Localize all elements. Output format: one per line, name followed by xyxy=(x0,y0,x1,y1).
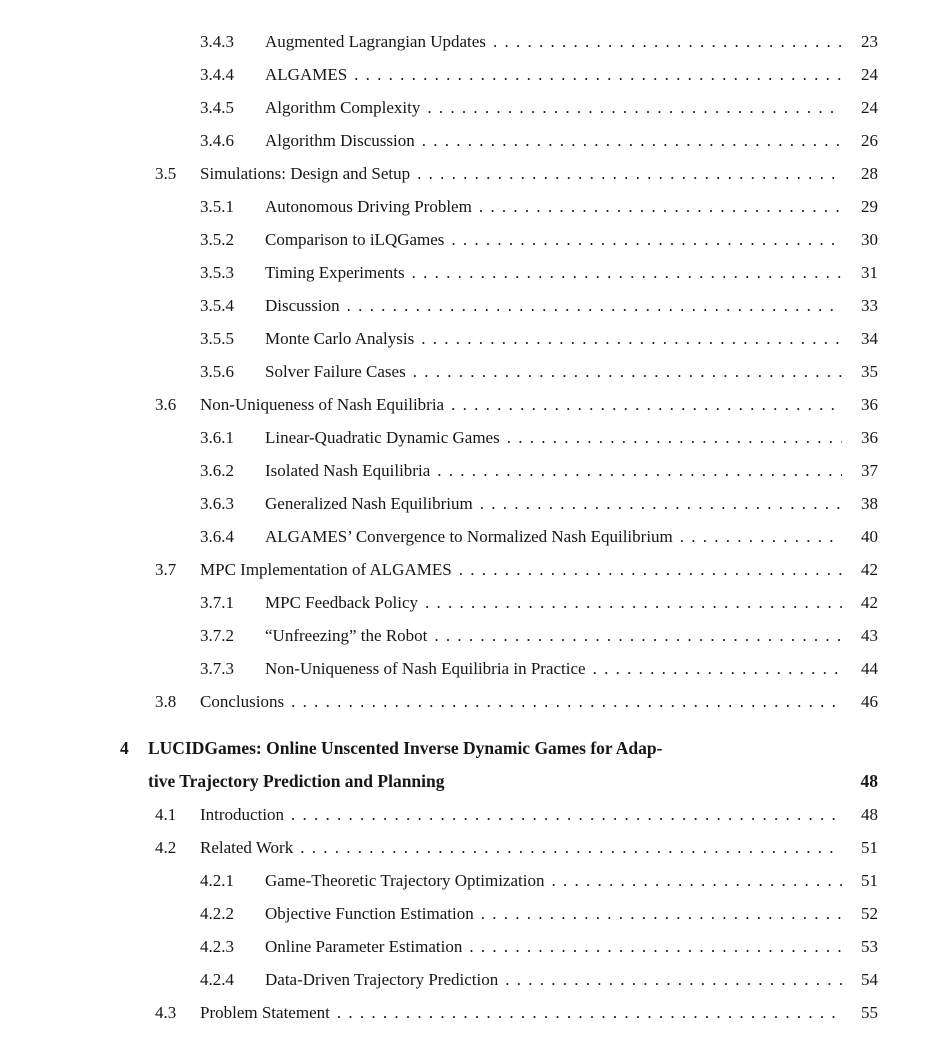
entry-page: 44 xyxy=(861,659,878,678)
entry-title: “Unfreezing” the Robot xyxy=(265,626,428,645)
entry-title: Non-Uniqueness of Nash Equilibria xyxy=(200,395,445,414)
entry-page: 23 xyxy=(861,32,878,51)
entry-number: 3.5.1 xyxy=(200,197,234,216)
entry-title: Linear-Quadratic Dynamic Games xyxy=(265,428,500,447)
entry-title: Algorithm Complexity xyxy=(265,98,421,117)
entry-number: 4.1 xyxy=(155,805,177,824)
dot-leader xyxy=(422,124,842,157)
toc-entry xyxy=(200,58,878,91)
toc-entry xyxy=(155,388,878,421)
entry-number: 4.2 xyxy=(155,838,177,857)
toc-entry xyxy=(155,996,878,1029)
entry-title: Online Parameter Estimation xyxy=(265,937,463,956)
dot-leader xyxy=(507,421,842,454)
toc-entry xyxy=(200,487,878,520)
dot-leader xyxy=(291,685,842,718)
entry-number: 3.6.4 xyxy=(200,527,234,546)
dot-leader xyxy=(354,58,842,91)
entry-title: MPC Feedback Policy xyxy=(265,593,418,612)
toc-entry xyxy=(200,322,878,355)
entry-number: 4.2.2 xyxy=(200,904,234,923)
entry-page: 30 xyxy=(861,230,878,249)
entry-page: 29 xyxy=(861,197,878,216)
entry-page: 40 xyxy=(861,527,878,546)
entry-number: 3.5 xyxy=(155,164,177,183)
dot-leader xyxy=(479,190,842,223)
dot-leader xyxy=(551,864,842,897)
entry-page: 31 xyxy=(861,263,878,282)
dot-leader xyxy=(434,619,842,652)
toc-entry xyxy=(200,652,878,685)
entry-page: 46 xyxy=(861,692,878,711)
toc-entry xyxy=(155,553,878,586)
entry-page: 36 xyxy=(861,395,878,414)
entry-number: 4.2.1 xyxy=(200,871,234,890)
entry-number: 4.2.4 xyxy=(200,970,234,989)
entry-title: Generalized Nash Equilibrium xyxy=(265,494,473,513)
entry-number: 4.2.3 xyxy=(200,937,234,956)
entry-page: 24 xyxy=(861,65,878,84)
entry-title: Algorithm Discussion xyxy=(265,131,415,150)
entry-page: 52 xyxy=(861,904,878,923)
entry-number: 4 xyxy=(120,738,129,758)
entry-page: 33 xyxy=(861,296,878,315)
toc-entry xyxy=(200,256,878,289)
toc-entry xyxy=(200,930,878,963)
toc-list xyxy=(120,25,878,1029)
entry-number: 3.8 xyxy=(155,692,177,711)
entry-number: 3.4.5 xyxy=(200,98,234,117)
entry-page: 51 xyxy=(861,871,878,890)
dot-leader xyxy=(680,520,842,553)
entry-title: Monte Carlo Analysis xyxy=(265,329,415,348)
entry-title: Timing Experiments xyxy=(265,263,405,282)
dot-leader xyxy=(347,289,842,322)
entry-title: Related Work xyxy=(200,838,294,857)
entry-title: Discussion xyxy=(265,296,340,315)
entry-number: 3.5.3 xyxy=(200,263,234,282)
entry-title: tive Trajectory Prediction and Planning xyxy=(148,771,445,791)
entry-title: Game-Theoretic Trajectory Optimization xyxy=(265,871,545,890)
toc-entry xyxy=(200,586,878,619)
toc-entry xyxy=(200,520,878,553)
toc-entry xyxy=(200,897,878,930)
entry-title: ALGAMES’ Convergence to Normalized Nash Equilibrium xyxy=(265,527,673,546)
entry-page: 48 xyxy=(860,771,878,791)
entry-page: 38 xyxy=(861,494,878,513)
entry-title: Objective Function Estimation xyxy=(265,904,474,923)
dot-leader xyxy=(481,897,842,930)
dot-leader xyxy=(451,388,842,421)
entry-page: 48 xyxy=(861,805,878,824)
dot-leader xyxy=(300,831,842,864)
dot-leader xyxy=(417,157,842,190)
entry-page: 53 xyxy=(861,937,878,956)
entry-title: Solver Failure Cases xyxy=(265,362,406,381)
toc-entry xyxy=(200,190,878,223)
entry-page: 34 xyxy=(861,329,878,348)
dot-leader xyxy=(412,256,842,289)
entry-title: Autonomous Driving Problem xyxy=(265,197,472,216)
entry-title: Non-Uniqueness of Nash Equilibria in Practice xyxy=(265,659,586,678)
entry-number: 3.4.4 xyxy=(200,65,234,84)
entry-title: Comparison to iLQGames xyxy=(265,230,445,249)
entry-number: 3.4.3 xyxy=(200,32,234,51)
entry-number: 3.7.3 xyxy=(200,659,234,678)
toc-entry xyxy=(200,864,878,897)
dot-leader xyxy=(425,586,842,619)
entry-page: 42 xyxy=(861,560,878,579)
toc-entry xyxy=(200,124,878,157)
entry-number: 3.5.2 xyxy=(200,230,234,249)
entry-number: 4.3 xyxy=(155,1003,177,1022)
entry-title: ALGAMES xyxy=(265,65,348,84)
chapter-title-line1 xyxy=(120,732,878,765)
dot-leader xyxy=(480,487,842,520)
entry-page: 51 xyxy=(861,838,878,857)
chapter-title-line2 xyxy=(120,765,878,798)
entry-number: 3.6 xyxy=(155,395,177,414)
entry-page: 35 xyxy=(861,362,878,381)
dot-leader xyxy=(469,930,842,963)
dot-leader xyxy=(421,322,842,355)
dot-leader xyxy=(437,454,842,487)
dot-leader xyxy=(593,652,842,685)
toc-entry xyxy=(200,25,878,58)
toc-entry xyxy=(200,963,878,996)
entry-number: 3.4.6 xyxy=(200,131,234,150)
entry-title: Data-Driven Trajectory Prediction xyxy=(265,970,499,989)
entry-number: 3.6.2 xyxy=(200,461,234,480)
toc-entry xyxy=(200,223,878,256)
entry-title: MPC Implementation of ALGAMES xyxy=(200,560,452,579)
toc-entry xyxy=(200,421,878,454)
dot-leader xyxy=(413,355,842,388)
entry-title: Introduction xyxy=(200,805,285,824)
entry-title: Problem Statement xyxy=(200,1003,330,1022)
toc-entry xyxy=(200,355,878,388)
entry-title: Conclusions xyxy=(200,692,285,711)
entry-page: 28 xyxy=(861,164,878,183)
entry-number: 3.5.5 xyxy=(200,329,234,348)
entry-page: 37 xyxy=(861,461,878,480)
dot-leader xyxy=(505,963,842,996)
entry-number: 3.5.6 xyxy=(200,362,234,381)
entry-number: 3.6.1 xyxy=(200,428,234,447)
dot-leader xyxy=(291,798,842,831)
toc-entry xyxy=(200,289,878,322)
entry-number: 3.7.2 xyxy=(200,626,234,645)
entry-title: Isolated Nash Equilibria xyxy=(265,461,431,480)
toc-entry xyxy=(200,619,878,652)
toc-entry xyxy=(155,685,878,718)
entry-title: Augmented Lagrangian Updates xyxy=(265,32,486,51)
entry-page: 43 xyxy=(861,626,878,645)
dot-leader xyxy=(493,25,842,58)
entry-number: 3.7 xyxy=(155,560,177,579)
entry-number: 3.7.1 xyxy=(200,593,234,612)
toc-entry xyxy=(155,831,878,864)
toc-entry xyxy=(200,91,878,124)
toc-entry xyxy=(200,454,878,487)
toc-entry xyxy=(155,157,878,190)
entry-page: 24 xyxy=(861,98,878,117)
entry-page: 55 xyxy=(861,1003,878,1022)
entry-page: 26 xyxy=(861,131,878,150)
dot-leader xyxy=(427,91,842,124)
toc-entry xyxy=(155,798,878,831)
entry-page: 36 xyxy=(861,428,878,447)
dot-leader xyxy=(337,996,842,1029)
entry-page: 42 xyxy=(861,593,878,612)
entry-page: 54 xyxy=(861,970,878,989)
entry-title: Simulations: Design and Setup xyxy=(200,164,411,183)
entry-number: 3.5.4 xyxy=(200,296,234,315)
entry-title: LUCIDGames: Online Unscented Inverse Dynamic Games for Adap- xyxy=(148,738,663,758)
dot-leader xyxy=(459,553,842,586)
entry-number: 3.6.3 xyxy=(200,494,234,513)
toc-chapter-entry xyxy=(120,732,878,798)
dot-leader xyxy=(451,223,842,256)
